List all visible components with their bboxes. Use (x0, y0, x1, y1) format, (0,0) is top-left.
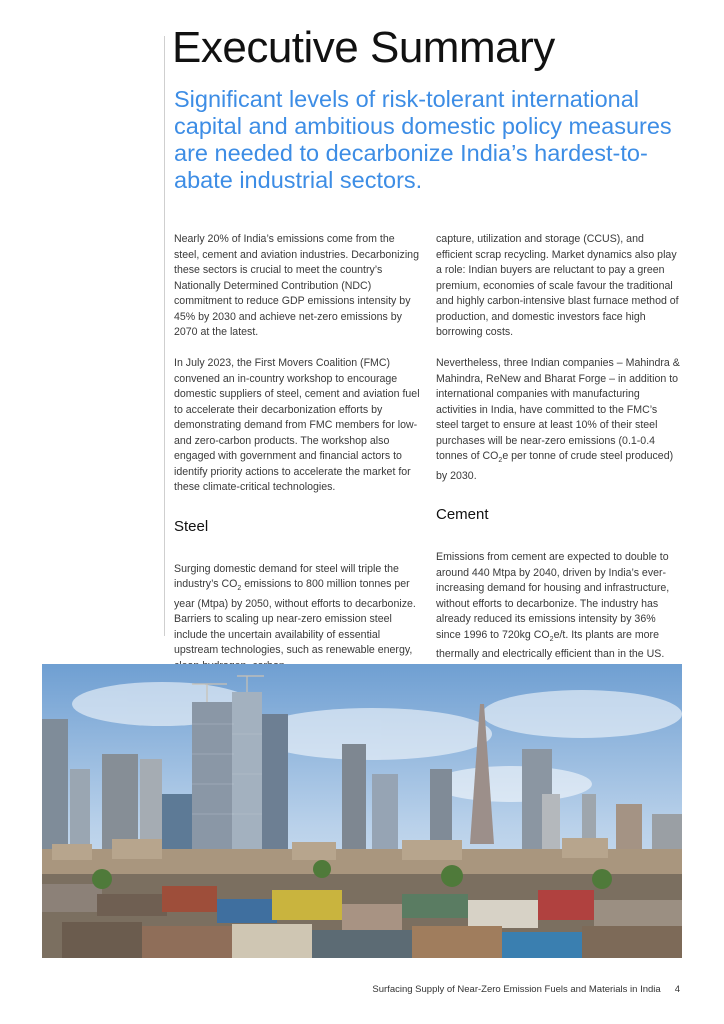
commitments-paragraph: Nevertheless, three Indian companies – Mahindra & Mahindra, ReNew and Bharat Forge – in addition to international companies with manufacturing activities in India, have committed to the FMC’s steel target to ensure at least 10% of their steel purchases will be near-zero emissions (0.1-0.4 tonnes of $CO_2e$ per tonne of crude steel produced) by 2030. (436, 357, 680, 482)
steel-paragraph: Surging domestic demand for steel will triple the industry’s $CO_2$ emissions to 800 million tonnes per year (Mtpa) by 2050, without efforts to decarbonize. Barriers to scaling up near-zero emission steel include the uncertain availability of essential upstream technologies, such as renewable energy, (174, 562, 416, 657)
workshop-paragraph: In July 2023, the First Movers Coalition (FMC) convened an in-country workshop to encourage domestic suppliers of steel, cement and aviation fuel to accelerate their decarbonization efforts by demonstrating demand from FMC members for low- and zero-carbon products. The workshop also engaged with government and financial actors to identify priority actions to accelerate the market for these climate-critical technologies. (174, 357, 420, 493)
left-column (174, 232, 420, 690)
cement-paragraph: Emissions from cement are expected to double to around 440 Mtpa by 2040, driven by India’s ever-increasing demand for housing and infrastructure, without efforts to decarbonize. The industry has already reduced its emissions intensity by 36% since 1996 to 720kg $CO_2e/t$. Its plants are more thermally and electrically efficient than in the US. (436, 551, 670, 661)
footer-title: Surfacing Supply of Near-Zero Emission Fuels and Materials in India (372, 984, 661, 995)
steel-barriers-paragraph: capture, utilization and storage (CCUS), and efficient scrap recycling. Market dynamics also play a role: Indian buyers are reluctant to pay a green premium, economies of scale favour the traditional and highly carbon-intensive blast furnace method of production, and domestic investors face high borrowing costs. (436, 233, 679, 338)
right-column (436, 232, 682, 709)
city-skyline-photo (42, 664, 682, 958)
page-subtitle: Significant levels of risk-tolerant international capital and ambitious domestic policy measures are needed to decarbonize India’s hardest-to-abate industrial sectors. (174, 86, 672, 193)
page-title: Executive Summary (172, 23, 555, 72)
page-number: 4 (674, 984, 680, 995)
steel-heading: Steel (174, 517, 209, 535)
intro-paragraph: Nearly 20% of India’s emissions come from the steel, cement and aviation industries. Decarbonizing these sectors is crucial to meet the country’s Nationally Determined Contribution (NDC) commitment to reduce GDP emissions intensity by 45% by 2030 and achieve net-zero emissions by 2070 at the latest. (174, 233, 419, 338)
cement-heading: Cement (436, 506, 489, 524)
vertical-rule (164, 36, 165, 636)
page-footer (200, 984, 680, 995)
